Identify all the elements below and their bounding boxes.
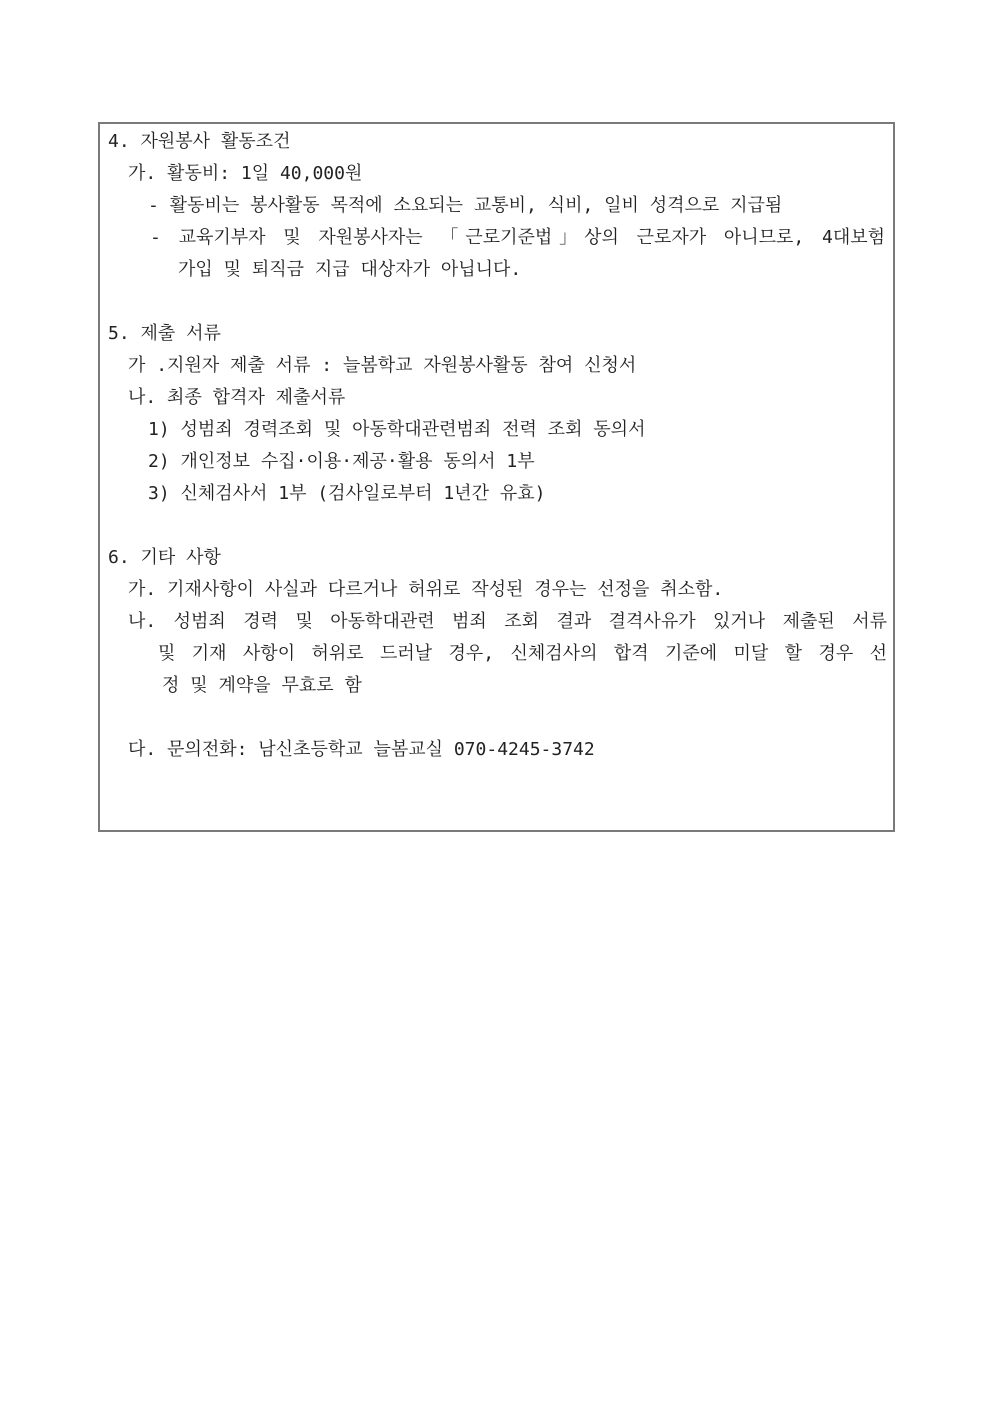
section6-item-b-line1: 나. 성범죄 경력 및 아동학대관련 범죄 조회 결과 결격사유가 있거나 제출된 서류	[128, 611, 887, 632]
section4-heading: 4. 자원봉사 활동조건	[108, 131, 291, 152]
section4-note-1: - 활동비는 봉사활동 목적에 소요되는 교통비, 식비, 일비 성격으로 지급됨	[148, 195, 783, 216]
section4-note-2-line1: - 교육기부자 및 자원봉사자는 「근로기준법」상의 근로자가 아니므로, 4대보험	[150, 227, 885, 248]
section4-note-2-line2: 가입 및 퇴직금 지급 대상자가 아닙니다.	[178, 259, 522, 280]
section5-item-b-3: 3) 신체검사서 1부 (검사일로부터 1년간 유효)	[148, 483, 546, 504]
section6-item-c-contact: 다. 문의전화: 남신초등학교 늘봄교실 070-4245-3742	[128, 739, 595, 760]
section5-item-a: 가 .지원자 제출 서류 : 늘봄학교 자원봉사활동 참여 신청서	[128, 355, 637, 376]
section6-heading: 6. 기타 사항	[108, 547, 221, 568]
section6-item-b-line2: 및 기재 사항이 허위로 드러날 경우, 신체검사의 합격 기준에 미달 할 경우 선	[158, 643, 887, 664]
section4-item-a: 가. 활동비: 1일 40,000원	[128, 163, 363, 184]
section6-item-b-line3: 정 및 계약을 무효로 함	[162, 675, 362, 696]
section5-heading: 5. 제출 서류	[108, 323, 221, 344]
section6-item-a: 가. 기재사항이 사실과 다르거나 허위로 작성된 경우는 선정을 취소함.	[128, 579, 724, 600]
section5-item-b-1: 1) 성범죄 경력조회 및 아동학대관련범죄 전력 조회 동의서	[148, 419, 646, 440]
section5-item-b-2: 2) 개인정보 수집·이용·제공·활용 동의서 1부	[148, 451, 535, 472]
section5-item-b: 나. 최종 합격자 제출서류	[128, 387, 346, 408]
